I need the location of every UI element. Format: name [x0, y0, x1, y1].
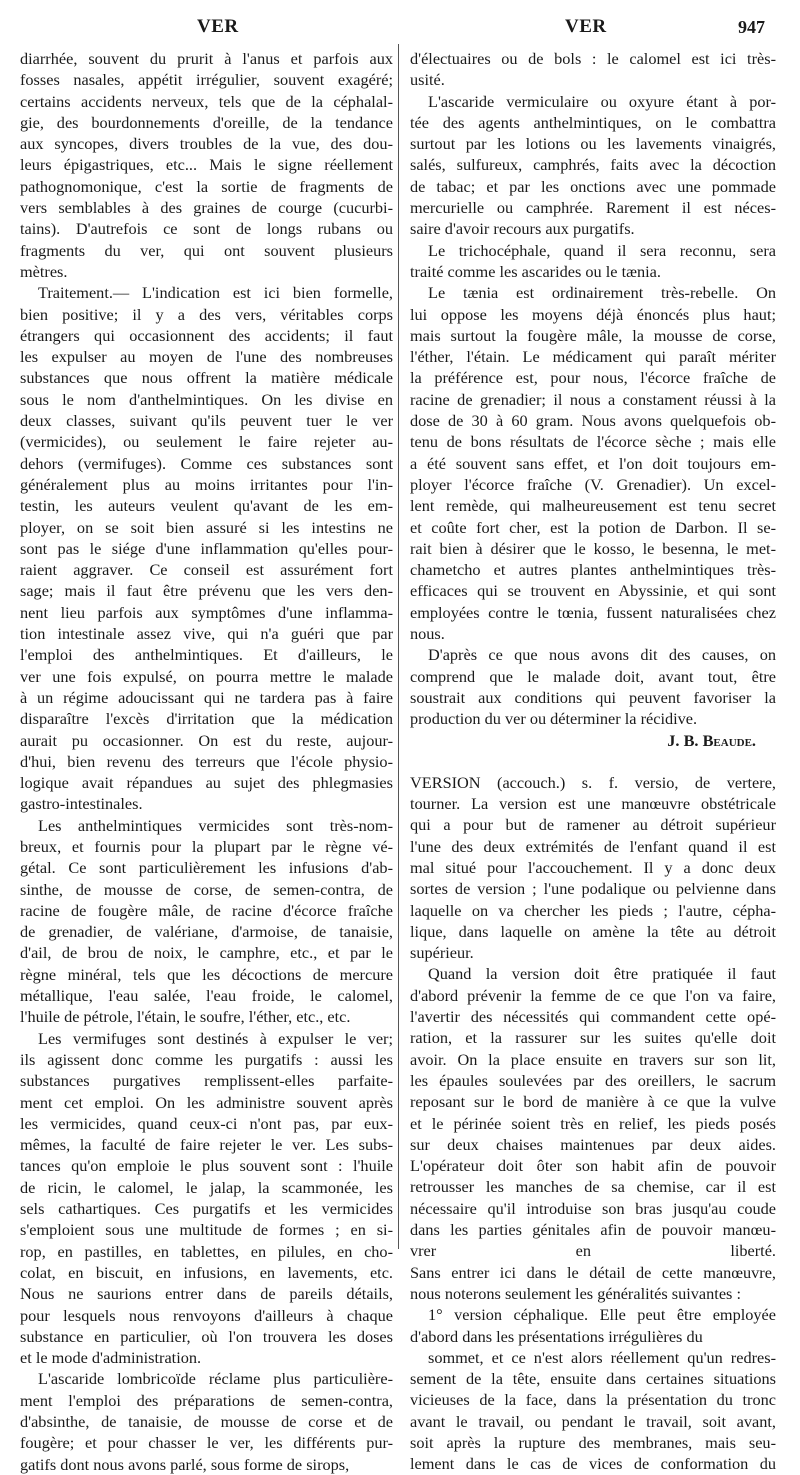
text-line: ration, et la rassurer sur les suites qu'elle doit — [410, 1028, 776, 1048]
text-line: VERSION (accouch.) s. f. versio, de vertere, — [410, 772, 776, 792]
text-line: ver une fois expulsé, on pourra mettre le malade — [20, 666, 393, 686]
text-line: colat, en biscuit, en infusions, en lavements, etc. — [20, 1262, 393, 1282]
text-line: ment l'emploi des préparations de semen-contra, — [20, 1390, 393, 1410]
text-line: mètres. — [20, 261, 68, 281]
text-line: surtout par les lotions ou les lavements vinaigrés, — [410, 134, 776, 154]
text-line: ils agissent donc comme les purgatifs : aussi les — [20, 1049, 393, 1069]
text-line: Quand la version doit être pratiquée il faut — [428, 964, 776, 984]
column-divider — [398, 44, 399, 1249]
text-line: J. B. Beaude. — [667, 730, 756, 750]
text-line: rop, en pastilles, en tablettes, en pilules, en cho- — [20, 1241, 393, 1261]
text-line: usité. — [410, 70, 445, 90]
text-line: L'opérateur doit ôter son habit afin de pouvoir — [410, 1156, 776, 1176]
text-line: avoir. On la place ensuite en travers sur son lit, — [410, 1049, 776, 1069]
text-line: soit après la rupture des membranes, mais seu- — [410, 1433, 776, 1452]
text-line: nécessaire qu'il introduise son bras jusqu'au coude — [410, 1198, 776, 1218]
text-line: production du ver ou déterminer la récidive. — [410, 709, 698, 729]
text-line: L'ascaride lombricoïde réclame plus particulière- — [38, 1369, 393, 1389]
text-line: ployer, on se soit bien assuré si les intestins ne — [20, 517, 393, 537]
text-line: reposant sur le bord de manière à ce que la vulve — [410, 1092, 776, 1112]
text-line: logique avait répandues au sujet des phlegmasies — [20, 773, 393, 793]
text-line: saire d'avoir recours aux purgatifs. — [410, 219, 635, 239]
text-line: sont pas le siége d'une inflammation qu'elles pour- — [20, 538, 393, 558]
text-line: sortes de version ; l'une podalique ou pelvienne dans — [410, 879, 776, 899]
page-number: 947 — [738, 17, 765, 37]
text-line: les épaules soulevées par des oreillers, le sacrum — [410, 1070, 776, 1090]
text-line: retrousser les manches de sa chemise, car il est — [410, 1177, 776, 1197]
text-line: sinthe, de mousse de corse, de semen-contra, de — [20, 879, 393, 899]
text-line: salés, sulfureux, camphrés, faits avec la décoction — [410, 155, 776, 175]
text-line: Le tænia est ordinairement très-rebelle. On — [428, 283, 776, 303]
text-line: de tabac; et par les onctions avec une pommade — [410, 176, 776, 196]
text-line: tion intestinale assez vive, qui n'a guéri que par — [20, 624, 393, 644]
text-line: d'abord prévenir la femme de ce que l'on va faire, — [410, 985, 776, 1005]
running-header — [0, 10, 800, 40]
text-line: fragments du ver, qui ont souvent plusieurs — [20, 240, 393, 260]
text-line: de grenadier, de valériane, d'armoise, de tanaisie, — [20, 922, 393, 942]
text-line: substances que nous offrent la matière médicale — [20, 368, 393, 388]
text-line: nent lieu parfois aux symptômes d'une inflamma- — [20, 602, 393, 622]
text-line: généralement plus au moins irritantes pour l'in- — [20, 474, 393, 494]
text-line: d'absinthe, de tanaisie, de mousse de corse et de — [20, 1412, 393, 1431]
text-line: d'électuaires ou de bols : le calomel est ici très- — [410, 49, 776, 68]
text-line: et le mode d'administration. — [20, 1348, 202, 1368]
text-line: racine de fougère mâle, de racine d'écorce fraîche — [20, 900, 393, 920]
text-line: tourner. La version est une manœuvre obstétricale — [410, 794, 776, 814]
text-line: substances purgatives remplissent-elles parfaite- — [20, 1071, 393, 1091]
text-line: qui a pour but de ramener au détroit supérieur — [410, 815, 776, 835]
text-line: gétal. Ce sont particulièrement les infusions d'ab- — [20, 858, 393, 878]
text-line: dehors (vermifuges). Comme ces substances sont — [20, 453, 393, 473]
text-line: l'huile de pétrole, l'étain, le soufre, l'éther, etc., etc. — [20, 1007, 351, 1027]
right-column — [410, 48, 776, 1475]
text-line: les expulser au moyen de l'une des nombreuses — [20, 347, 393, 367]
text-line: mais surtout la fougère mâle, la mousse de corse, — [410, 325, 776, 345]
text-line: pour lesquels nous renvoyons d'ailleurs à chaque — [20, 1305, 393, 1325]
text-line: gie, des bourdonnements d'oreille, de la tendance — [20, 112, 393, 132]
text-line: certains accidents nerveux, tels que de la céphalal- — [20, 91, 393, 111]
text-line: et coûte fort cher, est la potion de Darbon. Il se- — [410, 517, 776, 537]
text-line: racine de grenadier; il nous a constament réussi à la — [410, 389, 776, 409]
text-line: ment cet emploi. On les administre souvent après — [20, 1092, 393, 1112]
text-line: diarrhée, souvent du prurit à l'anus et parfois aux — [20, 49, 393, 68]
text-line: à un régime adoucissant qui ne tardera pas à faire — [20, 687, 393, 707]
text-line: L'ascaride vermiculaire ou oxyure étant à por- — [428, 91, 776, 111]
text-line: D'après ce que nous avons dit des causes, on — [428, 645, 776, 665]
text-line: sommet, et ce n'est alors réellement qu'un redres- — [428, 1347, 776, 1367]
text-line: tée des agents anthelmintiques, on le combattra — [410, 112, 776, 132]
running-head-left: VER — [197, 16, 239, 37]
text-line: chametcho et autres plantes anthelmintiques très- — [410, 560, 776, 580]
text-line: avant le travail, ou pendant le travail, soit avant, — [410, 1411, 776, 1431]
text-line: d'hui, bien revenu des terreurs que l'école physio- — [20, 751, 393, 771]
text-line: l'avertir des nécessités qui commandent cette opé- — [410, 1007, 776, 1027]
text-line: s'emploient sous une multitude de formes ; en si- — [20, 1220, 393, 1240]
text-line: d'ail, de brou de noix, le camphre, etc., et par le — [20, 943, 393, 963]
text-line: tances qu'on emploie le plus souvent sont : l'huile — [20, 1156, 393, 1176]
text-line: l'emploi des anthelmintiques. Et d'ailleurs, le — [20, 645, 393, 665]
text-line: gastro-intestinales. — [20, 794, 143, 814]
text-line: l'une des deux extrémités de l'enfant quand il est — [410, 836, 776, 856]
text-line: Les vermifuges sont destinés à expulser le ver; — [38, 1028, 393, 1048]
text-line: 1° version céphalique. Elle peut être employée — [428, 1305, 776, 1325]
text-line: fosses nasales, appétit irrégulier, souvent exagéré; — [20, 70, 393, 90]
text-line: nous. — [410, 624, 445, 644]
text-line: dans les parties génitales afin de pouvoir manœu- — [410, 1220, 776, 1240]
text-line: l'éther, l'étain. Le médicament qui paraît mériter — [410, 347, 776, 367]
text-line: Le trichocéphale, quand il sera reconnu, sera — [428, 240, 776, 260]
text-line: la préférence est, pour nous, l'écorce fraîche de — [410, 368, 776, 388]
blank-line — [410, 751, 776, 772]
text-line: soustrait aux conditions qui peuvent favoriser la — [410, 687, 776, 707]
text-line: Les anthelmintiques vermicides sont très-nom- — [38, 815, 393, 835]
text-line: sement de la tête, ensuite dans certaines situations — [410, 1369, 776, 1389]
text-line: nous noterons seulement les généralités suivantes : — [410, 1283, 741, 1303]
text-line: étrangers qui occasionnent des accidents; il faut — [20, 325, 393, 345]
text-line: leurs épigastriques, etc... Mais le signe réellement — [20, 155, 393, 175]
text-line: d'abord dans les présentations irrégulières du — [410, 1326, 703, 1346]
text-line: traité comme les ascarides ou le tænia. — [410, 261, 661, 281]
text-line: mal situé pour l'accouchement. Il y a donc deux — [410, 857, 776, 877]
text-line: ployer l'écorce fraîche (V. Grenadier). Un excel- — [410, 474, 776, 494]
text-line: (vermicides), ou seulement le faire rejeter au- — [20, 432, 393, 452]
text-line: mêmes, la faculté de faire rejeter le ver. Les subs- — [20, 1135, 393, 1155]
text-line: métallique, l'eau salée, l'eau froide, le calomel, — [20, 986, 393, 1006]
text-line: Nous ne saurions entrer dans de pareils détails, — [20, 1284, 393, 1304]
text-line: mercurielle ou camphrée. Rarement il est néces- — [410, 198, 776, 218]
text-line: deux classes, suivant qu'ils peuvent tuer le ver — [20, 411, 393, 431]
text-line: sur deux chaises maintenues par deux aides. — [410, 1134, 776, 1154]
text-line: lement dans le cas de vices de conformation du — [410, 1454, 776, 1474]
text-line: testin, les auteurs veulent qu'avant de les em- — [20, 496, 393, 516]
text-line: breux, et fournis pour la plupart par le règne vé- — [20, 836, 393, 856]
text-line: efficaces qui se trouvent en Abyssinie, et qui sont — [410, 581, 776, 601]
text-line: gatifs dont nous avons parlé, sous forme de sirops, — [20, 1454, 350, 1474]
text-line: bien positive; il y a des vers, véritables corps — [20, 304, 393, 324]
text-line: lui oppose les moyens déjà énoncés plus haut; — [410, 304, 776, 324]
text-line: Sans entrer ici dans le détail de cette manœuvre, — [410, 1262, 776, 1282]
text-line: lique, dans laquelle on amène la tête au détroit — [410, 921, 776, 941]
text-line: Traitement.— L'indication est ici bien formelle, — [38, 283, 393, 303]
running-head-right: VER — [565, 16, 607, 37]
text-line: de ricin, le calomel, le jalap, la scammonée, les — [20, 1177, 393, 1197]
text-line: raient aggraver. Ce conseil est assurément fort — [20, 560, 393, 580]
text-line: supérieur. — [410, 943, 474, 963]
text-line: tains). D'autrefois ce sont de longs rubans ou — [20, 219, 393, 239]
text-line: aurait pu occasionner. On est du reste, aujour- — [20, 730, 393, 750]
text-line: a été souvent sans effet, et l'on doit toujours em- — [410, 453, 776, 473]
text-line: pathognomonique, c'est la sortie de fragments de — [20, 176, 393, 196]
text-line: employées contre le tœnia, fussent naturalisées chez — [410, 602, 776, 622]
text-line: aux syncopes, divers troubles de la vue, des dou- — [20, 134, 393, 154]
text-line: substance en particulier, où l'on trouvera les doses — [20, 1326, 393, 1346]
text-line: rait bien à désirer que le kosso, le besenna, le met- — [410, 538, 776, 558]
text-line: vers semblables à des graines de courge (cucurbi- — [20, 198, 393, 218]
text-line: tenu de bons résultats de l'écorce sèche ; mais elle — [410, 432, 776, 452]
text-line: laquelle on va chercher les pieds ; l'autre, cépha- — [410, 900, 776, 920]
text-line: sage; mais il faut être prévenu que les vers den- — [20, 581, 393, 601]
text-line: et le périnée soient très en relief, les pieds posés — [410, 1113, 776, 1133]
text-line: sels cathartiques. Ces purgatifs et les vermicides — [20, 1199, 393, 1219]
text-line: comprend que le malade doit, avant tout, être — [410, 666, 776, 686]
text-line: fougère; et pour chasser le ver, les différents pur- — [20, 1433, 393, 1453]
text-line: vicieuses de la face, dans la présentation du tronc — [410, 1390, 776, 1410]
text-line: sous le nom d'anthelmintiques. On les divise en — [20, 389, 393, 409]
left-column — [20, 48, 393, 1475]
text-line: vrer en liberté. — [410, 1241, 776, 1261]
text-line: les vermicides, quand ceux-ci n'ont pas, par eux- — [20, 1113, 393, 1133]
text-line: dose de 30 à 60 gram. Nous avons quelquefois ob- — [410, 411, 776, 431]
text-line: lent remède, qui malheureusement est tenu secret — [410, 496, 776, 516]
text-line: règne minéral, tels que les décoctions de mercure — [20, 964, 393, 984]
text-line: disparaître l'excès d'irritation que la médication — [20, 709, 393, 729]
